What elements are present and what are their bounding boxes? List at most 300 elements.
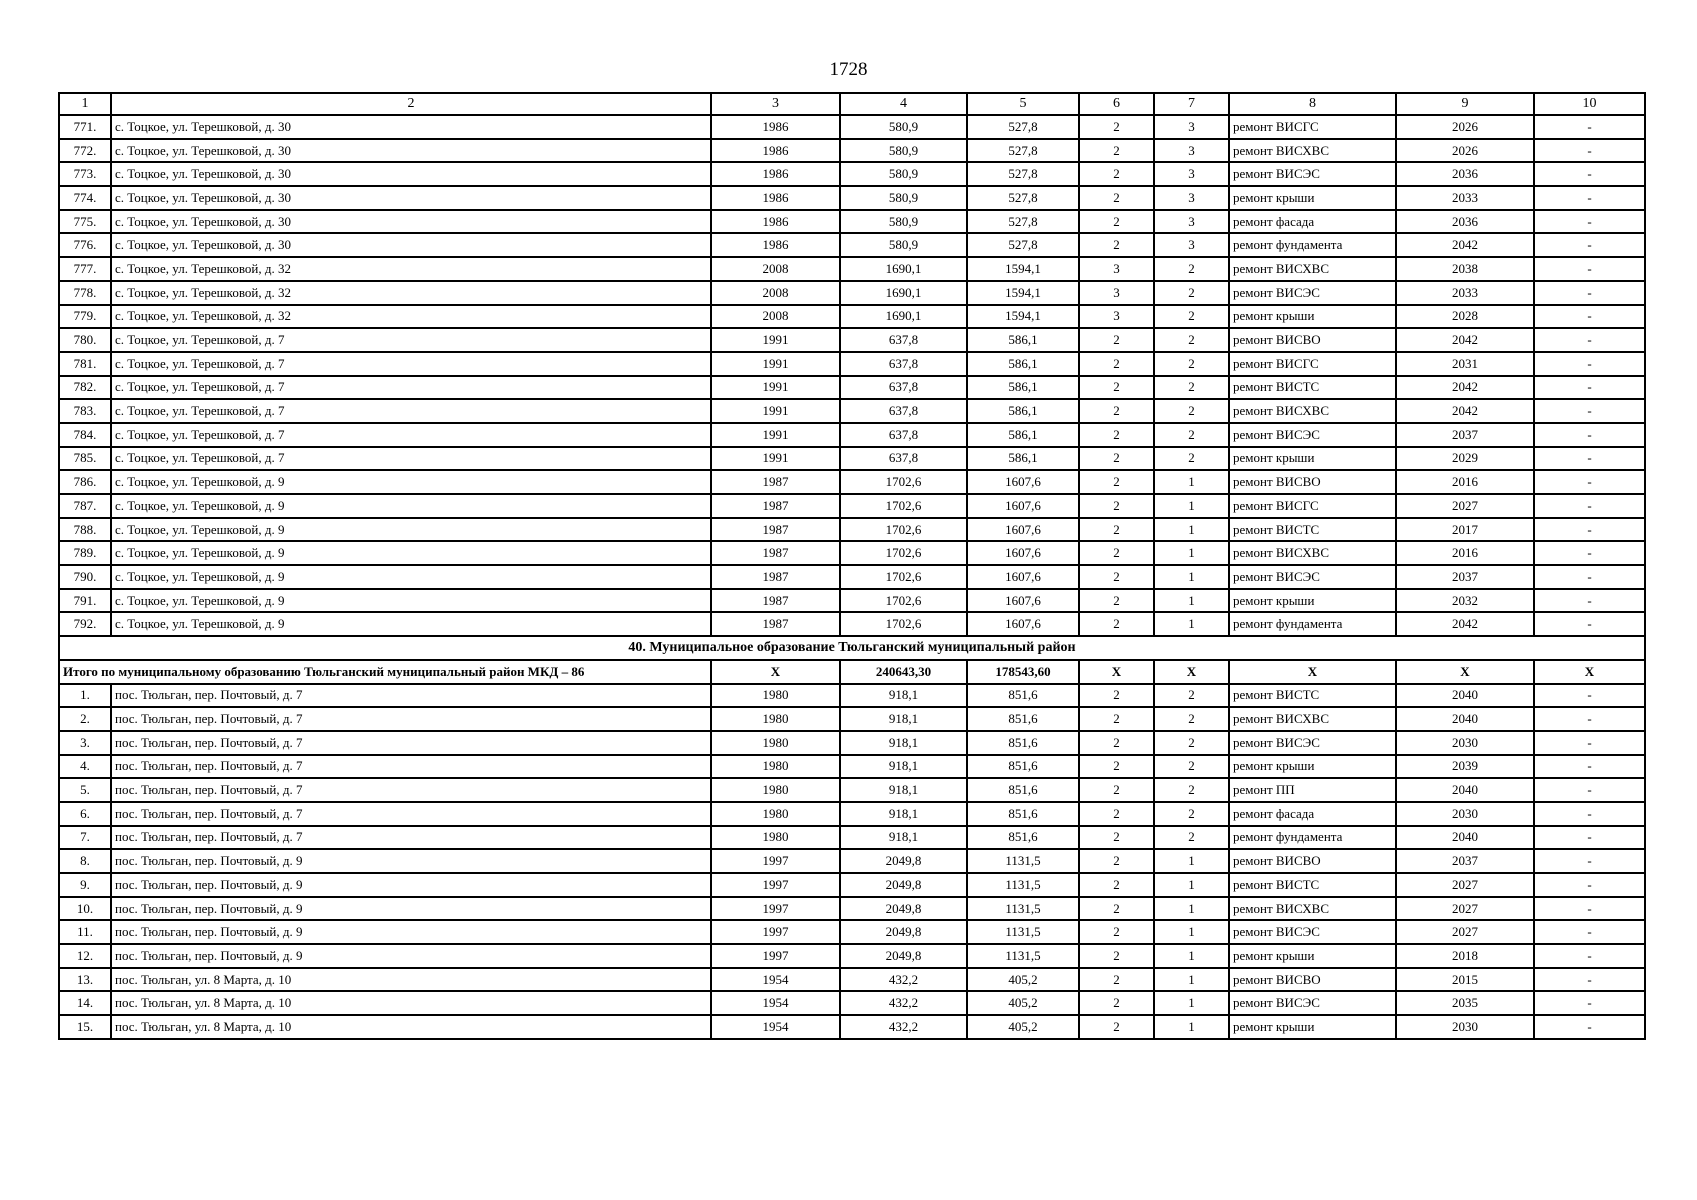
address-cell: пос. Тюльган, пер. Почтовый, д. 7 [111, 778, 711, 802]
note-cell: - [1534, 186, 1645, 210]
table-row [59, 376, 1645, 400]
planned-year-cell: 2040 [1396, 826, 1534, 850]
note-cell: - [1534, 920, 1645, 944]
work-type-cell: ремонт фасада [1229, 802, 1396, 826]
table-row [59, 281, 1645, 305]
floors-cell: 2 [1079, 470, 1154, 494]
entrances-cell: 2 [1154, 826, 1229, 850]
note-cell: - [1534, 968, 1645, 992]
work-type-cell: ремонт ВИСТС [1229, 873, 1396, 897]
table-row [59, 352, 1645, 376]
planned-year-cell: 2030 [1396, 802, 1534, 826]
note-cell: - [1534, 423, 1645, 447]
floors-cell: 2 [1079, 991, 1154, 1015]
total-cell: Х [1229, 660, 1396, 684]
planned-year-cell: 2015 [1396, 968, 1534, 992]
entrances-cell: 1 [1154, 541, 1229, 565]
entrances-cell: 3 [1154, 233, 1229, 257]
living-area-cell: 1131,5 [967, 944, 1079, 968]
total-area-cell: 918,1 [840, 731, 967, 755]
planned-year-cell: 2027 [1396, 873, 1534, 897]
planned-year-cell: 2035 [1396, 991, 1534, 1015]
work-type-cell: ремонт ВИСЭС [1229, 920, 1396, 944]
note-cell: - [1534, 541, 1645, 565]
total-area-cell: 432,2 [840, 968, 967, 992]
table-row [59, 1015, 1645, 1039]
planned-year-cell: 2029 [1396, 447, 1534, 471]
entrances-cell: 2 [1154, 755, 1229, 779]
entrances-cell: 1 [1154, 589, 1229, 613]
living-area-cell: 527,8 [967, 162, 1079, 186]
column-number-row [59, 93, 1645, 115]
total-area-cell: 432,2 [840, 991, 967, 1015]
entrances-cell: 1 [1154, 897, 1229, 921]
living-area-cell: 1131,5 [967, 920, 1079, 944]
entrances-cell: 1 [1154, 518, 1229, 542]
entrances-cell: 2 [1154, 684, 1229, 708]
entrances-cell: 2 [1154, 305, 1229, 329]
living-area-cell: 527,8 [967, 115, 1079, 139]
row-number-cell: 788. [59, 518, 111, 542]
entrances-cell: 1 [1154, 944, 1229, 968]
row-number-cell: 783. [59, 399, 111, 423]
year-built-cell: 1997 [711, 849, 840, 873]
floors-cell: 2 [1079, 115, 1154, 139]
entrances-cell: 1 [1154, 1015, 1229, 1039]
living-area-cell: 586,1 [967, 376, 1079, 400]
address-cell: с. Тоцкое, ул. Терешковой, д. 9 [111, 470, 711, 494]
floors-cell: 2 [1079, 139, 1154, 163]
entrances-cell: 3 [1154, 139, 1229, 163]
table-row [59, 944, 1645, 968]
address-cell: с. Тоцкое, ул. Терешковой, д. 9 [111, 589, 711, 613]
address-cell: с. Тоцкое, ул. Терешковой, д. 30 [111, 186, 711, 210]
table-row [59, 778, 1645, 802]
living-area-cell: 1607,6 [967, 494, 1079, 518]
table-row [59, 826, 1645, 850]
year-built-cell: 1954 [711, 1015, 840, 1039]
living-area-cell: 1131,5 [967, 897, 1079, 921]
column-header: 5 [967, 93, 1079, 115]
planned-year-cell: 2040 [1396, 684, 1534, 708]
row-number-cell: 14. [59, 991, 111, 1015]
year-built-cell: 1991 [711, 328, 840, 352]
table-row [59, 162, 1645, 186]
address-cell: с. Тоцкое, ул. Терешковой, д. 9 [111, 518, 711, 542]
note-cell: - [1534, 233, 1645, 257]
table-row [59, 494, 1645, 518]
total-area-cell: 1702,6 [840, 589, 967, 613]
address-cell: с. Тоцкое, ул. Терешковой, д. 7 [111, 447, 711, 471]
row-number-cell: 10. [59, 897, 111, 921]
row-number-cell: 775. [59, 210, 111, 234]
living-area-cell: 527,8 [967, 186, 1079, 210]
row-number-cell: 12. [59, 944, 111, 968]
note-cell: - [1534, 731, 1645, 755]
year-built-cell: 1997 [711, 873, 840, 897]
planned-year-cell: 2037 [1396, 565, 1534, 589]
living-area-cell: 1607,6 [967, 589, 1079, 613]
column-header: 2 [111, 93, 711, 115]
address-cell: с. Тоцкое, ул. Терешковой, д. 32 [111, 281, 711, 305]
total-area-cell: 918,1 [840, 755, 967, 779]
table-row [59, 684, 1645, 708]
entrances-cell: 1 [1154, 991, 1229, 1015]
note-cell: - [1534, 470, 1645, 494]
planned-year-cell: 2030 [1396, 1015, 1534, 1039]
work-type-cell: ремонт ПП [1229, 778, 1396, 802]
living-area-cell: 851,6 [967, 707, 1079, 731]
living-area-cell: 527,8 [967, 139, 1079, 163]
column-header: 6 [1079, 93, 1154, 115]
living-area-cell: 586,1 [967, 447, 1079, 471]
year-built-cell: 1980 [711, 826, 840, 850]
work-type-cell: ремонт фасада [1229, 210, 1396, 234]
address-cell: пос. Тюльган, пер. Почтовый, д. 7 [111, 707, 711, 731]
work-type-cell: ремонт крыши [1229, 589, 1396, 613]
floors-cell: 2 [1079, 826, 1154, 850]
table-row [59, 139, 1645, 163]
entrances-cell: 3 [1154, 162, 1229, 186]
entrances-cell: 1 [1154, 612, 1229, 636]
address-cell: с. Тоцкое, ул. Терешковой, д. 30 [111, 162, 711, 186]
total-area-cell: 637,8 [840, 423, 967, 447]
table-row [59, 565, 1645, 589]
table-row [59, 731, 1645, 755]
floors-cell: 2 [1079, 233, 1154, 257]
planned-year-cell: 2042 [1396, 233, 1534, 257]
year-built-cell: 1980 [711, 731, 840, 755]
year-built-cell: 1987 [711, 612, 840, 636]
work-type-cell: ремонт ВИСТС [1229, 376, 1396, 400]
work-type-cell: ремонт крыши [1229, 305, 1396, 329]
row-number-cell: 779. [59, 305, 111, 329]
work-type-cell: ремонт ВИСЭС [1229, 731, 1396, 755]
floors-cell: 2 [1079, 399, 1154, 423]
floors-cell: 2 [1079, 802, 1154, 826]
total-row [59, 660, 1645, 684]
year-built-cell: 1980 [711, 707, 840, 731]
total-area-cell: 918,1 [840, 802, 967, 826]
floors-cell: 2 [1079, 423, 1154, 447]
repair-program-table [58, 92, 1646, 1040]
table-body-bottom [59, 684, 1645, 1039]
year-built-cell: 1986 [711, 233, 840, 257]
planned-year-cell: 2036 [1396, 210, 1534, 234]
note-cell: - [1534, 115, 1645, 139]
table-row [59, 897, 1645, 921]
work-type-cell: ремонт фундамента [1229, 826, 1396, 850]
year-built-cell: 1980 [711, 778, 840, 802]
living-area-cell: 1594,1 [967, 281, 1079, 305]
entrances-cell: 2 [1154, 328, 1229, 352]
total-area-cell: 918,1 [840, 778, 967, 802]
row-number-cell: 6. [59, 802, 111, 826]
total-area-cell: 918,1 [840, 707, 967, 731]
table-row [59, 991, 1645, 1015]
floors-cell: 2 [1079, 944, 1154, 968]
address-cell: с. Тоцкое, ул. Терешковой, д. 7 [111, 423, 711, 447]
note-cell: - [1534, 826, 1645, 850]
total-area-cell: 2049,8 [840, 849, 967, 873]
note-cell: - [1534, 1015, 1645, 1039]
planned-year-cell: 2027 [1396, 494, 1534, 518]
floors-cell: 2 [1079, 494, 1154, 518]
section-block [59, 636, 1645, 683]
note-cell: - [1534, 210, 1645, 234]
floors-cell: 2 [1079, 447, 1154, 471]
note-cell: - [1534, 873, 1645, 897]
floors-cell: 2 [1079, 707, 1154, 731]
table-row [59, 873, 1645, 897]
total-area-cell: 2049,8 [840, 920, 967, 944]
column-header: 7 [1154, 93, 1229, 115]
row-number-cell: 785. [59, 447, 111, 471]
page-number: 1728 [829, 59, 868, 80]
total-area-cell: 918,1 [840, 684, 967, 708]
work-type-cell: ремонт крыши [1229, 944, 1396, 968]
total-area-cell: 580,9 [840, 210, 967, 234]
note-cell: - [1534, 802, 1645, 826]
table-header [59, 93, 1645, 115]
note-cell: - [1534, 257, 1645, 281]
note-cell: - [1534, 991, 1645, 1015]
row-number-cell: 781. [59, 352, 111, 376]
year-built-cell: 1980 [711, 802, 840, 826]
year-built-cell: 1987 [711, 589, 840, 613]
address-cell: пос. Тюльган, пер. Почтовый, д. 9 [111, 920, 711, 944]
floors-cell: 2 [1079, 778, 1154, 802]
total-area-cell: 637,8 [840, 399, 967, 423]
work-type-cell: ремонт крыши [1229, 447, 1396, 471]
work-type-cell: ремонт ВИСЭС [1229, 423, 1396, 447]
note-cell: - [1534, 352, 1645, 376]
entrances-cell: 2 [1154, 352, 1229, 376]
entrances-cell: 1 [1154, 920, 1229, 944]
planned-year-cell: 2018 [1396, 944, 1534, 968]
row-number-cell: 787. [59, 494, 111, 518]
living-area-cell: 851,6 [967, 826, 1079, 850]
note-cell: - [1534, 399, 1645, 423]
column-header: 4 [840, 93, 967, 115]
work-type-cell: ремонт ВИСХВС [1229, 897, 1396, 921]
total-area-cell: 637,8 [840, 352, 967, 376]
year-built-cell: 1980 [711, 755, 840, 779]
table-row [59, 115, 1645, 139]
floors-cell: 2 [1079, 612, 1154, 636]
total-area-cell: 637,8 [840, 447, 967, 471]
year-built-cell: 1954 [711, 968, 840, 992]
living-area-cell: 1594,1 [967, 257, 1079, 281]
total-area-cell: 1690,1 [840, 305, 967, 329]
total-area-cell: 580,9 [840, 233, 967, 257]
entrances-cell: 1 [1154, 873, 1229, 897]
living-area-cell: 851,6 [967, 802, 1079, 826]
planned-year-cell: 2042 [1396, 376, 1534, 400]
table-row [59, 233, 1645, 257]
planned-year-cell: 2042 [1396, 612, 1534, 636]
floors-cell: 2 [1079, 210, 1154, 234]
living-area-cell: 1131,5 [967, 849, 1079, 873]
entrances-cell: 1 [1154, 968, 1229, 992]
floors-cell: 2 [1079, 755, 1154, 779]
total-cell: Х [1396, 660, 1534, 684]
planned-year-cell: 2016 [1396, 470, 1534, 494]
table-row [59, 423, 1645, 447]
section-title: 40. Муниципальное образование Тюльганский муниципальный район [59, 636, 1645, 660]
table-row [59, 186, 1645, 210]
entrances-cell: 3 [1154, 115, 1229, 139]
address-cell: пос. Тюльган, пер. Почтовый, д. 9 [111, 897, 711, 921]
planned-year-cell: 2040 [1396, 778, 1534, 802]
address-cell: с. Тоцкое, ул. Терешковой, д. 7 [111, 376, 711, 400]
entrances-cell: 2 [1154, 257, 1229, 281]
total-area-cell: 1702,6 [840, 518, 967, 542]
entrances-cell: 1 [1154, 470, 1229, 494]
total-area-cell: 2049,8 [840, 944, 967, 968]
address-cell: пос. Тюльган, пер. Почтовый, д. 7 [111, 802, 711, 826]
row-number-cell: 790. [59, 565, 111, 589]
work-type-cell: ремонт крыши [1229, 755, 1396, 779]
work-type-cell: ремонт ВИСВО [1229, 968, 1396, 992]
row-number-cell: 791. [59, 589, 111, 613]
total-area-cell: 1702,6 [840, 612, 967, 636]
note-cell: - [1534, 897, 1645, 921]
work-type-cell: ремонт ВИСХВС [1229, 707, 1396, 731]
table-row [59, 707, 1645, 731]
note-cell: - [1534, 778, 1645, 802]
row-number-cell: 5. [59, 778, 111, 802]
total-area-cell: 1702,6 [840, 494, 967, 518]
living-area-cell: 1607,6 [967, 565, 1079, 589]
table-row [59, 328, 1645, 352]
row-number-cell: 11. [59, 920, 111, 944]
total-area-cell: 1690,1 [840, 257, 967, 281]
row-number-cell: 3. [59, 731, 111, 755]
living-area-cell: 527,8 [967, 233, 1079, 257]
address-cell: пос. Тюльган, пер. Почтовый, д. 7 [111, 731, 711, 755]
planned-year-cell: 2030 [1396, 731, 1534, 755]
note-cell: - [1534, 376, 1645, 400]
work-type-cell: ремонт ВИСГС [1229, 115, 1396, 139]
note-cell: - [1534, 518, 1645, 542]
note-cell: - [1534, 684, 1645, 708]
note-cell: - [1534, 447, 1645, 471]
planned-year-cell: 2026 [1396, 115, 1534, 139]
entrances-cell: 1 [1154, 565, 1229, 589]
address-cell: пос. Тюльган, пер. Почтовый, д. 9 [111, 873, 711, 897]
address-cell: с. Тоцкое, ул. Терешковой, д. 32 [111, 305, 711, 329]
work-type-cell: ремонт ВИСХВС [1229, 541, 1396, 565]
row-number-cell: 7. [59, 826, 111, 850]
row-number-cell: 15. [59, 1015, 111, 1039]
row-number-cell: 784. [59, 423, 111, 447]
row-number-cell: 778. [59, 281, 111, 305]
address-cell: с. Тоцкое, ул. Терешковой, д. 30 [111, 115, 711, 139]
floors-cell: 2 [1079, 968, 1154, 992]
row-number-cell: 9. [59, 873, 111, 897]
planned-year-cell: 2027 [1396, 897, 1534, 921]
living-area-cell: 851,6 [967, 684, 1079, 708]
work-type-cell: ремонт ВИСХВС [1229, 399, 1396, 423]
entrances-cell: 2 [1154, 802, 1229, 826]
total-area-cell: 2049,8 [840, 897, 967, 921]
planned-year-cell: 2016 [1396, 541, 1534, 565]
total-area-cell: 580,9 [840, 139, 967, 163]
living-area-cell: 851,6 [967, 731, 1079, 755]
total-area-cell: 1690,1 [840, 281, 967, 305]
total-cell: Х [1154, 660, 1229, 684]
address-cell: пос. Тюльган, пер. Почтовый, д. 7 [111, 826, 711, 850]
year-built-cell: 2008 [711, 257, 840, 281]
floors-cell: 2 [1079, 376, 1154, 400]
address-cell: с. Тоцкое, ул. Терешковой, д. 7 [111, 399, 711, 423]
section-title-row [59, 636, 1645, 660]
address-cell: с. Тоцкое, ул. Терешковой, д. 9 [111, 541, 711, 565]
total-cell: Х [1079, 660, 1154, 684]
table-row [59, 210, 1645, 234]
floors-cell: 2 [1079, 1015, 1154, 1039]
year-built-cell: 1991 [711, 376, 840, 400]
floors-cell: 2 [1079, 731, 1154, 755]
work-type-cell: ремонт ВИСТС [1229, 684, 1396, 708]
row-number-cell: 8. [59, 849, 111, 873]
living-area-cell: 1607,6 [967, 541, 1079, 565]
row-number-cell: 4. [59, 755, 111, 779]
table-row [59, 257, 1645, 281]
year-built-cell: 1997 [711, 944, 840, 968]
planned-year-cell: 2031 [1396, 352, 1534, 376]
row-number-cell: 780. [59, 328, 111, 352]
note-cell: - [1534, 944, 1645, 968]
living-area-cell: 586,1 [967, 423, 1079, 447]
floors-cell: 2 [1079, 589, 1154, 613]
floors-cell: 2 [1079, 873, 1154, 897]
row-number-cell: 786. [59, 470, 111, 494]
total-living-area: 178543,60 [967, 660, 1079, 684]
total-cell: Х [711, 660, 840, 684]
note-cell: - [1534, 162, 1645, 186]
living-area-cell: 586,1 [967, 328, 1079, 352]
year-built-cell: 2008 [711, 305, 840, 329]
note-cell: - [1534, 849, 1645, 873]
work-type-cell: ремонт ВИСХВС [1229, 257, 1396, 281]
row-number-cell: 774. [59, 186, 111, 210]
address-cell: пос. Тюльган, пер. Почтовый, д. 7 [111, 755, 711, 779]
address-cell: с. Тоцкое, ул. Терешковой, д. 9 [111, 612, 711, 636]
work-type-cell: ремонт ВИСЭС [1229, 162, 1396, 186]
note-cell: - [1534, 565, 1645, 589]
column-header: 1 [59, 93, 111, 115]
column-header: 3 [711, 93, 840, 115]
living-area-cell: 405,2 [967, 968, 1079, 992]
planned-year-cell: 2038 [1396, 257, 1534, 281]
note-cell: - [1534, 328, 1645, 352]
entrances-cell: 2 [1154, 376, 1229, 400]
year-built-cell: 1954 [711, 991, 840, 1015]
year-built-cell: 2008 [711, 281, 840, 305]
row-number-cell: 792. [59, 612, 111, 636]
total-cell: Х [1534, 660, 1645, 684]
floors-cell: 2 [1079, 162, 1154, 186]
row-number-cell: 776. [59, 233, 111, 257]
living-area-cell: 405,2 [967, 991, 1079, 1015]
work-type-cell: ремонт ВИСХВС [1229, 139, 1396, 163]
address-cell: пос. Тюльган, ул. 8 Марта, д. 10 [111, 991, 711, 1015]
entrances-cell: 2 [1154, 731, 1229, 755]
planned-year-cell: 2037 [1396, 849, 1534, 873]
entrances-cell: 3 [1154, 186, 1229, 210]
